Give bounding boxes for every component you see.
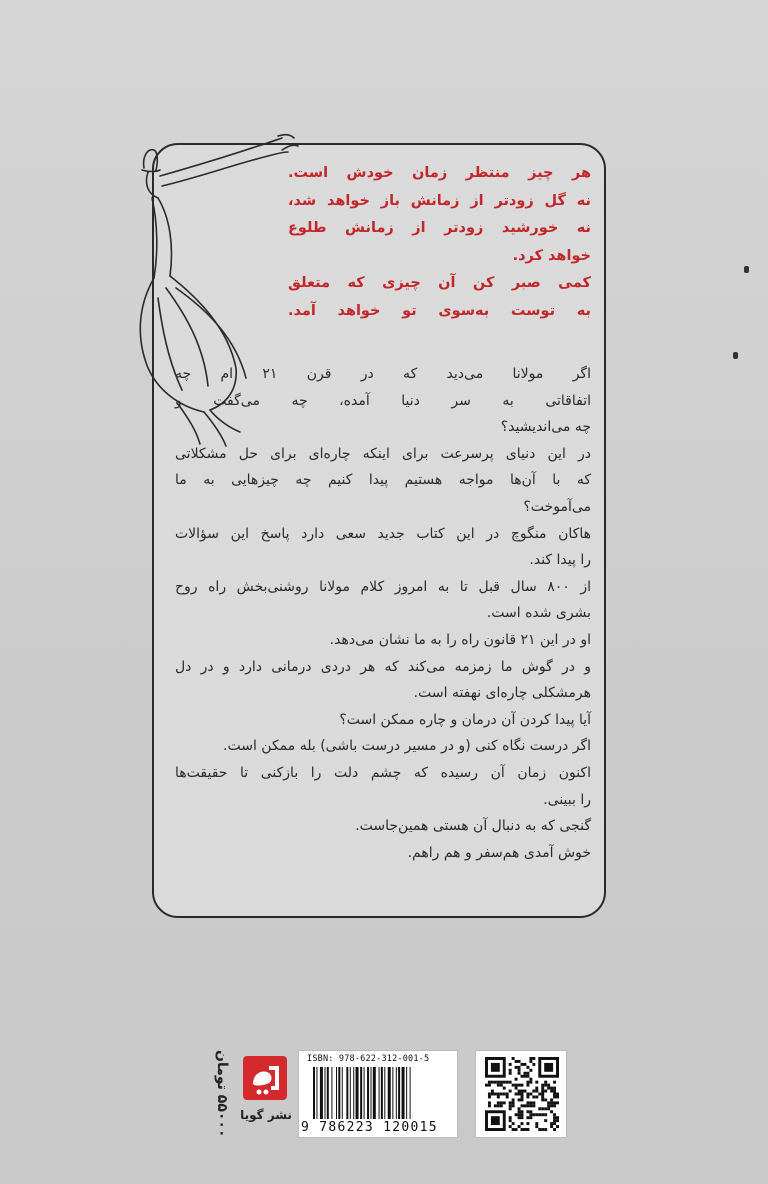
- qr-module: [488, 1093, 491, 1096]
- qr-module: [526, 1095, 529, 1098]
- qr-module: [550, 1101, 553, 1104]
- qr-module: [509, 1090, 512, 1093]
- qr-module: [529, 1116, 532, 1119]
- qr-module: [500, 1104, 503, 1107]
- qr-module: [544, 1098, 547, 1101]
- qr-module: [550, 1098, 553, 1101]
- qr-module: [518, 1060, 521, 1063]
- qr-module: [532, 1095, 535, 1098]
- quote-line: نه خورشید زودتر از زمانش طلوع: [288, 220, 591, 236]
- qr-module: [503, 1087, 506, 1090]
- qr-module: [512, 1098, 515, 1101]
- qr-module: [509, 1069, 512, 1072]
- qr-module: [488, 1095, 491, 1098]
- qr-module: [538, 1107, 541, 1110]
- print-speck: [744, 266, 749, 273]
- qr-module: [491, 1093, 494, 1096]
- qr-module: [515, 1078, 518, 1081]
- body-line: گنجی که به دنبال آن هستی همین‌جاست.: [355, 818, 591, 835]
- qr-module: [491, 1081, 494, 1084]
- barcode-bar: [320, 1067, 323, 1119]
- body-line: چه می‌اندیشید؟: [500, 419, 591, 436]
- qr-module: [544, 1128, 547, 1131]
- qr-module: [553, 1116, 556, 1119]
- qr-module: [553, 1104, 556, 1107]
- qr-module: [544, 1063, 553, 1072]
- qr-module: [500, 1084, 503, 1087]
- qr-module: [526, 1122, 529, 1125]
- qr-module: [518, 1072, 521, 1075]
- qr-module: [521, 1075, 524, 1078]
- quote-line: خواهد کرد.: [512, 247, 591, 264]
- qr-module: [506, 1095, 509, 1098]
- qr-module: [526, 1081, 529, 1084]
- qr-module: [556, 1125, 559, 1128]
- qr-module: [515, 1113, 518, 1116]
- body-line: اگر درست نگاه کنی (و در مسیر درست باشی) بله ممکن است.: [223, 738, 591, 755]
- body-line: می‌آموخت؟: [523, 498, 591, 515]
- qr-module: [532, 1113, 535, 1116]
- qr-module: [526, 1093, 529, 1096]
- qr-module: [535, 1090, 538, 1093]
- qr-module: [515, 1084, 518, 1087]
- quote-line: کمی صبر کن آن چیزی که متعلق: [288, 275, 591, 291]
- body-line: اتفاقاتی به سر دنیا آمده، چه می‌گفت و: [175, 392, 591, 409]
- qr-module: [553, 1113, 556, 1116]
- body-line: خوش آمدی هم‌سفر و هم راهم.: [407, 844, 591, 861]
- qr-module: [500, 1093, 503, 1096]
- ean-digits: 9 786223 120015: [301, 1120, 438, 1135]
- qr-module: [503, 1101, 506, 1104]
- qr-module: [556, 1093, 559, 1096]
- qr-module: [509, 1101, 512, 1104]
- qr-module: [521, 1122, 524, 1125]
- qr-module: [529, 1069, 532, 1072]
- qr-code: [475, 1050, 567, 1138]
- qr-module: [518, 1084, 521, 1087]
- qr-module: [485, 1084, 488, 1087]
- barcode-bar: [342, 1067, 343, 1119]
- qr-module: [494, 1081, 497, 1084]
- qr-module: [518, 1110, 521, 1113]
- qr-module: [488, 1104, 491, 1107]
- qr-module: [541, 1095, 544, 1098]
- qr-module: [538, 1113, 541, 1116]
- qr-module: [547, 1087, 550, 1090]
- qr-module: [553, 1128, 556, 1131]
- qr-module: [550, 1104, 553, 1107]
- qr-module: [541, 1093, 544, 1096]
- qr-module: [553, 1095, 556, 1098]
- qr-module: [500, 1101, 503, 1104]
- qr-module: [523, 1075, 526, 1078]
- qr-module: [532, 1104, 535, 1107]
- barcode-bar: [396, 1067, 397, 1119]
- qr-module: [544, 1090, 547, 1093]
- barcode-bar: [360, 1067, 362, 1119]
- body-line: او در این ۲۱ قانون راه را به ما نشان می‌دهد.: [329, 631, 591, 648]
- qr-module: [521, 1090, 524, 1093]
- qr-module: [512, 1122, 515, 1125]
- qr-module: [541, 1098, 544, 1101]
- barcode-bars-icon: [313, 1067, 447, 1119]
- qr-module: [509, 1072, 512, 1075]
- qr-module: [488, 1081, 491, 1084]
- qr-module: [518, 1116, 521, 1119]
- qr-module: [535, 1125, 538, 1128]
- qr-module: [515, 1093, 518, 1096]
- barcode-bar: [381, 1067, 383, 1119]
- qr-module: [535, 1122, 538, 1125]
- qr-module: [538, 1128, 541, 1131]
- qr-module: [529, 1078, 532, 1081]
- qr-module: [509, 1125, 512, 1128]
- barcode-bar: [379, 1067, 380, 1119]
- qr-module: [532, 1057, 535, 1060]
- qr-module: [523, 1104, 526, 1107]
- qr-module: [497, 1093, 500, 1096]
- qr-module: [518, 1066, 521, 1069]
- qr-module: [544, 1081, 547, 1084]
- qr-module: [556, 1119, 559, 1122]
- qr-module: [526, 1101, 529, 1104]
- qr-module: [541, 1087, 544, 1090]
- qr-module: [553, 1119, 556, 1122]
- quote-line: هر چیز منتظر زمان خودش است.: [288, 165, 591, 181]
- qr-module: [521, 1116, 524, 1119]
- qr-module: [521, 1110, 524, 1113]
- qr-module: [526, 1084, 529, 1087]
- qr-module: [521, 1113, 524, 1116]
- qr-module: [529, 1104, 532, 1107]
- qr-module: [553, 1087, 556, 1090]
- qr-module: [550, 1110, 553, 1113]
- qr-module: [518, 1107, 521, 1110]
- barcode-bar: [364, 1067, 365, 1119]
- qr-module: [544, 1084, 547, 1087]
- qr-module: [491, 1090, 494, 1093]
- barcode-bar: [371, 1067, 372, 1119]
- qr-module: [518, 1113, 521, 1116]
- qr-module: [497, 1081, 500, 1084]
- body-line: هاکان منگوچ در این کتاب جدید سعی دارد پاسخ این سؤالات: [175, 525, 591, 542]
- qr-module: [541, 1128, 544, 1131]
- body-line: اگر مولانا می‌دید که در قرن ۲۱ ام چه: [175, 366, 591, 382]
- barcode-bar: [373, 1067, 376, 1119]
- qr-module: [518, 1090, 521, 1093]
- qr-module: [518, 1069, 521, 1072]
- qr-module: [526, 1128, 529, 1131]
- qr-module: [512, 1057, 515, 1060]
- qr-module: [509, 1104, 512, 1107]
- qr-module: [526, 1075, 529, 1078]
- body-line: از ۸۰۰ سال قبل تا به امروز کلام مولانا روشنی‌بخش راه روح: [175, 578, 591, 595]
- barcode-bar: [331, 1067, 332, 1119]
- qr-module: [541, 1084, 544, 1087]
- barcode-bar: [336, 1067, 337, 1119]
- isbn-barcode: [298, 1050, 458, 1138]
- qr-module: [541, 1107, 544, 1110]
- qr-module: [553, 1081, 556, 1084]
- qr-module: [506, 1093, 509, 1096]
- body-line: آیا پیدا کردن آن درمان و چاره ممکن است؟: [339, 711, 591, 728]
- qr-module: [521, 1104, 524, 1107]
- qr-module: [503, 1093, 506, 1096]
- body-line: هرمشکلی چاره‌ای نهفته است.: [413, 685, 591, 702]
- quote-line: به توست به‌سوی تو خواهد آمد.: [288, 302, 591, 319]
- qr-module: [509, 1063, 512, 1066]
- qr-module: [550, 1090, 553, 1093]
- isbn-text: ISBN: 978-622-312-001-5: [307, 1054, 430, 1064]
- barcode-bar: [346, 1067, 348, 1119]
- barcode-bar: [327, 1067, 329, 1119]
- qr-module: [532, 1090, 535, 1093]
- body-line: را ببینی.: [543, 791, 591, 808]
- body-line: در این دنیای پرسرعت برای اینکه چاره‌ای برای حل مشکلاتی: [175, 445, 591, 462]
- qr-module: [491, 1063, 500, 1072]
- qr-module: [532, 1101, 535, 1104]
- qr-module: [553, 1093, 556, 1096]
- qr-module: [538, 1093, 541, 1096]
- qr-module: [509, 1116, 512, 1119]
- barcode-bar: [325, 1067, 326, 1119]
- qr-module: [512, 1128, 515, 1131]
- body-line: که با آن‌ها مواجه هستیم پیدا کنیم چه چیزهایی به ما: [175, 472, 591, 489]
- qr-module: [553, 1122, 556, 1125]
- qr-module: [523, 1072, 526, 1075]
- publisher-mark: [239, 1050, 293, 1138]
- qr-module: [509, 1081, 512, 1084]
- qr-module: [526, 1066, 529, 1069]
- qr-module: [509, 1107, 512, 1110]
- barcode-bar: [398, 1067, 400, 1119]
- qr-module: [521, 1063, 524, 1066]
- barcode-bar: [356, 1067, 359, 1119]
- qr-module: [500, 1081, 503, 1084]
- quote-line: نه گل زودتر از زمانش باز خواهد شد،: [288, 192, 591, 209]
- qr-module: [523, 1128, 526, 1131]
- qr-module: [547, 1101, 550, 1104]
- qr-module: [515, 1087, 518, 1090]
- qr-module: [529, 1060, 532, 1063]
- barcode-bar: [410, 1067, 411, 1119]
- qr-module: [544, 1113, 547, 1116]
- qr-module: [556, 1116, 559, 1119]
- qr-module: [553, 1090, 556, 1093]
- barcode-bar: [316, 1067, 317, 1119]
- qr-module: [497, 1095, 500, 1098]
- qr-module: [541, 1090, 544, 1093]
- qr-module: [529, 1101, 532, 1104]
- qr-module: [521, 1128, 524, 1131]
- body-line: و در گوش ما زمزمه می‌کند که هر دردی درمانی دارد و در دل: [175, 658, 591, 675]
- qr-module: [553, 1101, 556, 1104]
- qr-module: [529, 1113, 532, 1116]
- description-text: [175, 361, 591, 866]
- barcode-bar: [353, 1067, 354, 1119]
- qr-module: [544, 1119, 547, 1122]
- qr-code-icon: [485, 1057, 559, 1131]
- barcode-bar: [392, 1067, 393, 1119]
- qr-module: [512, 1084, 515, 1087]
- qr-module: [523, 1090, 526, 1093]
- qr-module: [506, 1081, 509, 1084]
- body-line: اکنون زمان آن رسیده که چشم دلت را بازکنی تا حقیقت‌ها: [175, 764, 591, 781]
- qr-module: [521, 1095, 524, 1098]
- qr-module: [535, 1113, 538, 1116]
- barcode-bar: [313, 1067, 315, 1119]
- qr-module: [556, 1095, 559, 1098]
- qr-module: [518, 1125, 521, 1128]
- barcode-bar: [384, 1067, 385, 1119]
- qr-module: [526, 1110, 529, 1113]
- qr-module: [529, 1093, 532, 1096]
- publisher-name: نشر گویا: [240, 1108, 292, 1122]
- qr-module: [550, 1122, 553, 1125]
- qr-module: [497, 1104, 500, 1107]
- qr-module: [550, 1125, 553, 1128]
- qr-module: [529, 1110, 532, 1113]
- print-speck: [733, 352, 738, 359]
- qr-module: [488, 1101, 491, 1104]
- qr-module: [521, 1084, 524, 1087]
- qr-module: [526, 1072, 529, 1075]
- qr-module: [491, 1116, 500, 1125]
- qr-module: [544, 1107, 547, 1110]
- barcode-bar: [402, 1067, 405, 1119]
- quote-block: [288, 160, 591, 325]
- qr-module: [523, 1063, 526, 1066]
- publisher-logo-icon: [243, 1056, 287, 1100]
- qr-module: [509, 1119, 512, 1122]
- body-line: بشری شده است.: [486, 605, 591, 622]
- qr-module: [526, 1116, 529, 1119]
- qr-module: [515, 1128, 518, 1131]
- qr-module: [532, 1063, 535, 1066]
- qr-module: [547, 1084, 550, 1087]
- body-line: را پیدا کند.: [529, 552, 591, 569]
- barcode-bar: [406, 1067, 407, 1119]
- qr-module: [512, 1104, 515, 1107]
- qr-module: [494, 1093, 497, 1096]
- qr-module: [541, 1113, 544, 1116]
- price-label: ۵۵۰۰۰ تومان: [214, 1050, 230, 1138]
- barcode-bar: [338, 1067, 340, 1119]
- qr-module: [550, 1087, 553, 1090]
- qr-module: [521, 1093, 524, 1096]
- qr-module: [515, 1060, 518, 1063]
- qr-module: [497, 1084, 500, 1087]
- qr-module: [529, 1081, 532, 1084]
- qr-module: [535, 1095, 538, 1098]
- qr-module: [535, 1081, 538, 1084]
- qr-module: [515, 1066, 518, 1069]
- qr-module: [488, 1084, 491, 1087]
- qr-module: [494, 1104, 497, 1107]
- qr-module: [518, 1093, 521, 1096]
- qr-module: [547, 1107, 550, 1110]
- qr-module: [529, 1057, 532, 1060]
- qr-module: [503, 1081, 506, 1084]
- barcode-bar: [350, 1067, 351, 1119]
- qr-module: [512, 1101, 515, 1104]
- qr-module: [556, 1101, 559, 1104]
- barcode-bar: [388, 1067, 391, 1119]
- qr-module: [497, 1101, 500, 1104]
- qr-module: [547, 1104, 550, 1107]
- qr-module: [535, 1087, 538, 1090]
- qr-module: [521, 1098, 524, 1101]
- qr-module: [526, 1104, 529, 1107]
- barcode-bar: [367, 1067, 369, 1119]
- qr-module: [518, 1098, 521, 1101]
